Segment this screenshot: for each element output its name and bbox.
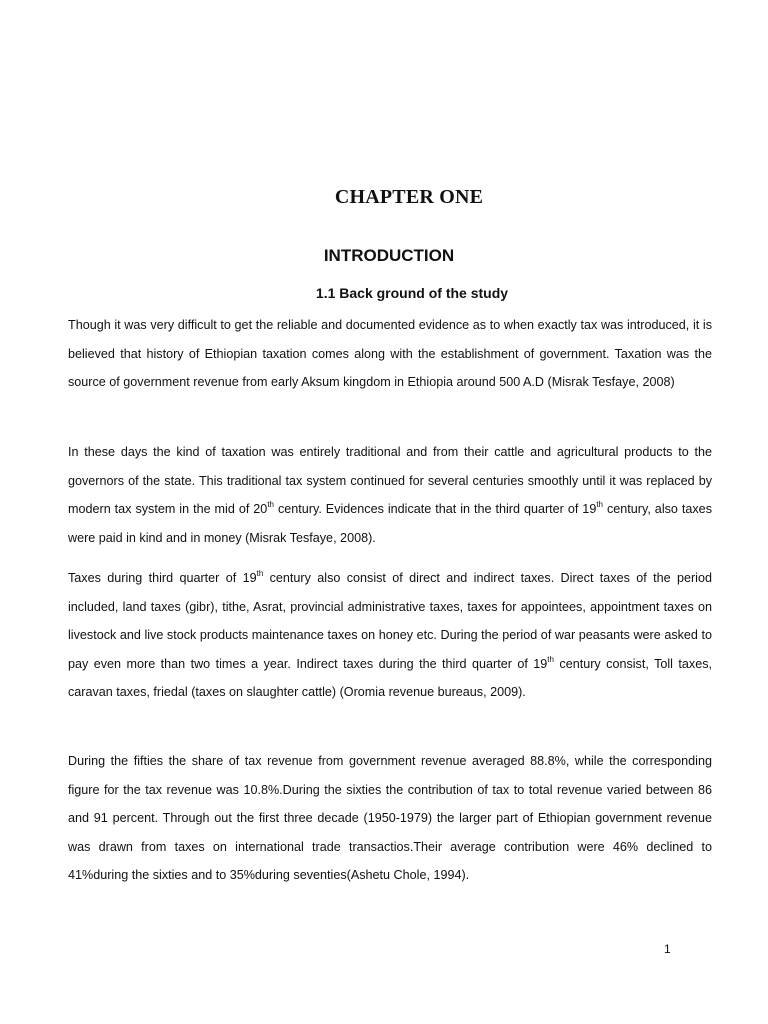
subsection-title: 1.1 Back ground of the study	[315, 285, 509, 301]
paragraph-3-text-c: century consist, Toll taxes, caravan taxes, friedal (taxes on slaughter cattle) (Oromia revenue bureaus, 2009).	[68, 656, 713, 699]
page-number: 1	[664, 942, 671, 956]
section-title: INTRODUCTION	[323, 246, 455, 265]
paragraph-3-text-a: Taxes during third quarter of 19	[68, 571, 257, 585]
paragraph-2-text-c: century, also taxes were paid in kind and in money (Misrak Tesfaye, 2008).	[68, 502, 712, 545]
chapter-title: CHAPTER ONE	[334, 186, 484, 208]
paragraph-2-text-a: In these days the kind of taxation was entirely traditional and from their cattle and agricultural products to the governors of the state. This traditional tax system continued for several centuries smoothly until it was replaced by modern tax system in the mid of 20	[68, 445, 712, 516]
paragraph-2	[68, 438, 712, 552]
paragraph-3	[68, 564, 712, 707]
paragraph-3-superscript-b: th	[547, 654, 554, 664]
paragraph-1	[68, 311, 712, 397]
paragraph-3-text-b: century also consist of direct and indirect taxes. Direct taxes of the period included, land taxes (gibr), tithe, Asrat, provincial administrative taxes, taxes for appointees, appointment taxes on livestock and live stock products maintenance taxes on honey etc. During the period of war peasants were asked to pay even more than two times a year. Indirect taxes during the third quarter of 19	[68, 571, 712, 671]
paragraph-2-superscript-a: th	[267, 500, 274, 509]
paragraph-4-text: During the fifties the share of tax revenue from government revenue averaged 88.8%, while the corresponding figure for the tax revenue was 10.8%.During the sixties the contribution of tax to total revenue varied between 86 and 91 percent. Through out the first three decade (1950-1979) the larger part of Ethiopian government revenue was drawn from taxes on international trade transactios.Their average contribution were 46% declined to 41%during the sixties and to 35%during seventies(Ashetu Chole, 1994).	[68, 754, 712, 882]
paragraph-4	[68, 747, 712, 890]
paragraph-2-text-b: century. Evidences indicate that in the third quarter of 19	[273, 502, 597, 516]
paragraph-2-superscript-b: th	[596, 500, 603, 509]
paragraph-3-superscript-a: th	[256, 569, 264, 578]
paragraph-1-text: Though it was very difficult to get the reliable and documented evidence as to when exactly tax was introduced, it is believed that history of Ethiopian taxation comes along with the establishment of government. Taxation was the source of government revenue from early Aksum kingdom in Ethiopia around 500 A.D (Misrak Tesfaye, 2008)	[68, 318, 712, 389]
